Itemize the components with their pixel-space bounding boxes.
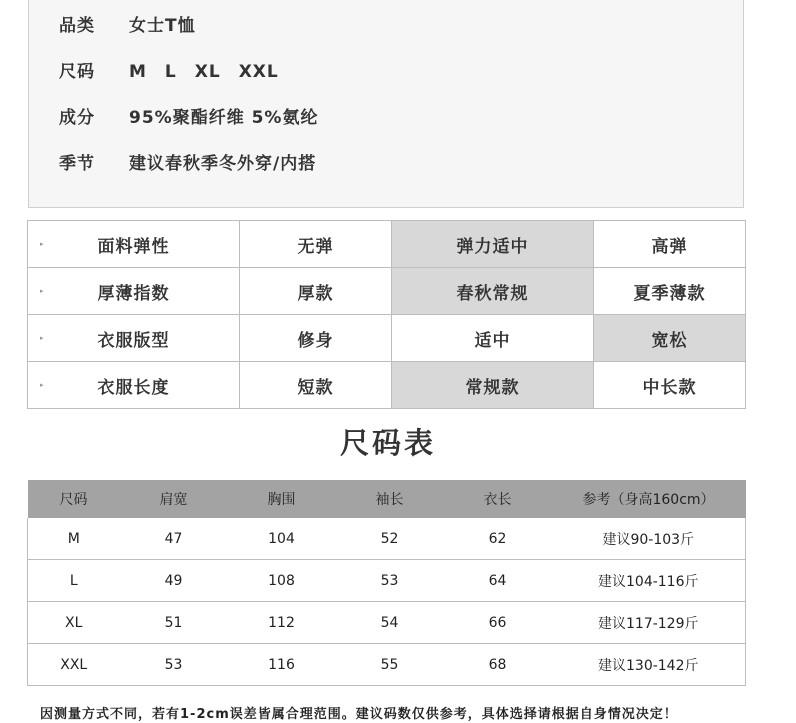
attribute-option: 厚款 (240, 268, 392, 315)
size-chart-cell: 62 (444, 518, 552, 560)
size-chart-row (28, 518, 746, 560)
info-label: 季节 (59, 153, 95, 174)
size-chart-cell: 建议117-129斤 (552, 602, 746, 644)
size-chart-cell: 64 (444, 560, 552, 602)
product-info-box (28, 0, 744, 208)
size-chart-cell: XL (28, 602, 120, 644)
attribute-option: 短款 (240, 362, 392, 409)
bullet-arrow-icon: ▸ (40, 334, 45, 342)
size-chart-row (28, 644, 746, 686)
size-chart-cell: XXL (28, 644, 120, 686)
size-chart-cell: M (28, 518, 120, 560)
size-chart-cell: 52 (336, 518, 444, 560)
size-chart-cell: 104 (228, 518, 336, 560)
size-chart-cell: 108 (228, 560, 336, 602)
size-chart-cell: 建议104-116斤 (552, 560, 746, 602)
info-value: M L XL XXL (129, 61, 279, 82)
size-chart-cell: 116 (228, 644, 336, 686)
size-chart-cell: 54 (336, 602, 444, 644)
size-chart-row (28, 560, 746, 602)
info-value: 95%聚酯纤维 5%氨纶 (129, 107, 319, 128)
size-chart-header-cell: 肩宽 (120, 480, 228, 518)
attribute-option-selected: 常规款 (392, 362, 594, 409)
attribute-row (28, 221, 746, 268)
attribute-table (27, 220, 746, 409)
info-label: 品类 (59, 15, 95, 36)
attribute-option: 中长款 (594, 362, 746, 409)
measurement-footnote: 因测量方式不同，若有1-2cm误差皆属合理范围。建议码数仅供参考，具体选择请根据自身情况决定！ (40, 707, 678, 722)
size-chart-cell: 建议90-103斤 (552, 518, 746, 560)
size-chart-cell: 55 (336, 644, 444, 686)
bullet-arrow-icon: ▸ (40, 287, 45, 295)
attribute-option: 无弹 (240, 221, 392, 268)
size-chart-cell: 112 (228, 602, 336, 644)
size-chart-row (28, 602, 746, 644)
bullet-arrow-icon: ▸ (40, 381, 45, 389)
attribute-name-label: 厚薄指数 (97, 283, 170, 304)
size-chart-header-cell: 胸围 (228, 480, 336, 518)
attribute-option: 高弹 (594, 221, 746, 268)
size-chart-cell: 51 (120, 602, 228, 644)
attribute-option-selected: 宽松 (594, 315, 746, 362)
attribute-option: 适中 (392, 315, 594, 362)
size-chart-header-cell: 袖长 (336, 480, 444, 518)
size-chart-cell: 53 (336, 560, 444, 602)
attribute-name (28, 221, 240, 268)
attribute-row (28, 268, 746, 315)
size-chart-cell: 68 (444, 644, 552, 686)
attribute-name (28, 315, 240, 362)
info-row-category (59, 11, 196, 35)
size-chart-cell: 49 (120, 560, 228, 602)
info-row-material (59, 103, 318, 127)
size-chart-header-cell: 参考（身高160cm） (552, 480, 746, 518)
size-chart-title: 尺码表 (339, 426, 436, 460)
attribute-option-selected: 弹力适中 (392, 221, 594, 268)
attribute-row (28, 362, 746, 409)
attribute-name-label: 衣服长度 (97, 377, 170, 398)
info-value: 建议春秋季冬外穿/内搭 (129, 153, 317, 174)
size-chart-cell: L (28, 560, 120, 602)
size-chart-header-cell: 衣长 (444, 480, 552, 518)
attribute-name (28, 268, 240, 315)
attribute-name-label: 面料弹性 (97, 236, 170, 257)
info-value: 女士T恤 (129, 15, 196, 36)
size-chart-table (27, 480, 746, 686)
bullet-arrow-icon: ▸ (40, 240, 45, 248)
attribute-option: 夏季薄款 (594, 268, 746, 315)
attribute-option-selected: 春秋常规 (392, 268, 594, 315)
attribute-name-label: 衣服版型 (97, 330, 170, 351)
info-label: 成分 (59, 107, 95, 128)
info-row-season (59, 149, 316, 173)
size-chart-cell: 建议130-142斤 (552, 644, 746, 686)
attribute-row (28, 315, 746, 362)
size-chart-cell: 47 (120, 518, 228, 560)
size-chart-header-row (28, 480, 746, 518)
info-label: 尺码 (59, 61, 95, 82)
size-chart-cell: 66 (444, 602, 552, 644)
attribute-option: 修身 (240, 315, 392, 362)
size-chart-header-cell: 尺码 (28, 480, 120, 518)
info-row-size (59, 57, 279, 81)
size-chart-cell: 53 (120, 644, 228, 686)
attribute-name (28, 362, 240, 409)
